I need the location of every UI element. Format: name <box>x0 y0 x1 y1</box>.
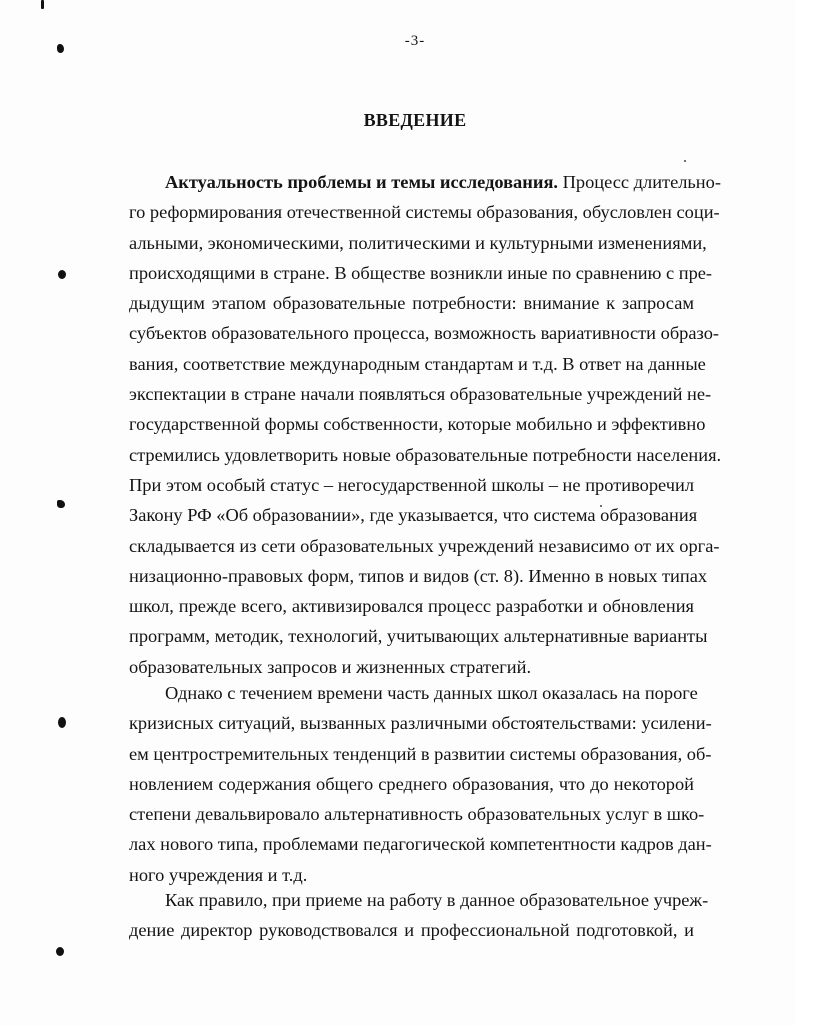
paragraph-line: Как правило, при приеме на работу в данное образовательное учреж- <box>165 890 709 910</box>
paragraph-line: ем центростремительных тенденций в развитии системы образования, об- <box>129 743 712 764</box>
lead-phrase: Актуальность проблемы и темы исследования. <box>165 172 558 192</box>
paragraph-line: дение директор руководствовался и профессиональной подготовкой, и <box>129 920 694 941</box>
section-heading: ВВЕДЕНИЕ <box>363 110 467 130</box>
paragraph-line: школ, прежде всего, активизировался процесс разработки и обновления <box>129 596 694 617</box>
paragraph-1 <box>129 167 722 682</box>
binder-hole-mark <box>58 717 66 728</box>
paragraph-line: низационно-правовых форм, типов и видов (ст. 8). Именно в новых типах <box>129 565 708 586</box>
scan-artifact-mark <box>41 0 44 9</box>
paragraph-line: го реформирования отечественной системы образования, обусловлен соци- <box>129 202 720 223</box>
paragraph-line: кризисных ситуаций, вызванных различными обстоятельствами: усилени- <box>129 713 712 734</box>
paragraph-line: экспектации в стране начали появляться образовательные учреждений не- <box>129 384 712 405</box>
paragraph-line: Однако с течением времени часть данных школ оказалась на пороге <box>165 683 698 703</box>
scan-speck <box>684 160 686 162</box>
paragraph-line: лах нового типа, проблемами педагогической компетентности кадров дан- <box>129 834 712 855</box>
paragraph-line: стремились удовлетворить новые образовательные потребности населения. <box>129 444 722 465</box>
paragraph-line: государственной формы собственности, которые мобильно и эффективно <box>129 414 706 435</box>
paragraph-line: степени девальвировало альтернативность образовательных услуг в шко- <box>129 804 705 825</box>
paragraph-line: образовательных запросов и жизненных стратегий. <box>129 656 532 677</box>
paragraph-line: Закону РФ «Об образовании», где указывается, что система образования <box>129 505 698 526</box>
page-number: -3- <box>404 33 426 49</box>
paragraph-line: ного учреждения и т.д. <box>129 864 308 885</box>
paragraph-line: программ, методик, технологий, учитывающих альтернативные варианты <box>129 626 708 647</box>
binder-hole-mark <box>57 500 65 508</box>
paragraph-line: Актуальность проблемы и темы исследования. Процесс длительно- <box>165 172 721 192</box>
paragraph-line: субъектов образовательного процесса, возможность вариативности образо- <box>129 323 720 344</box>
paragraph-2 <box>129 678 712 890</box>
paragraph-line: новлением содержания общего среднего образования, что до некоторой <box>129 773 694 794</box>
paragraph-line: складывается из сети образовательных учреждений независимо от их орга- <box>129 535 720 556</box>
binder-hole-mark <box>58 270 66 279</box>
paragraph-line: При этом особый статус – негосударственной школы – не противоречил <box>129 474 694 495</box>
paragraph-line: дыдущим этапом образовательные потребности: внимание к запросам <box>129 293 694 314</box>
paragraph-3 <box>129 885 709 946</box>
paragraph-line: альными, экономическими, политическими и культурными изменениями, <box>129 232 707 253</box>
paragraph-line: вания, соответствие международным стандартам и т.д. В ответ на данные <box>129 353 706 374</box>
paragraph-line: происходящими в стране. В обществе возникли иные по сравнению с пре- <box>129 262 713 283</box>
binder-hole-mark <box>56 947 64 956</box>
